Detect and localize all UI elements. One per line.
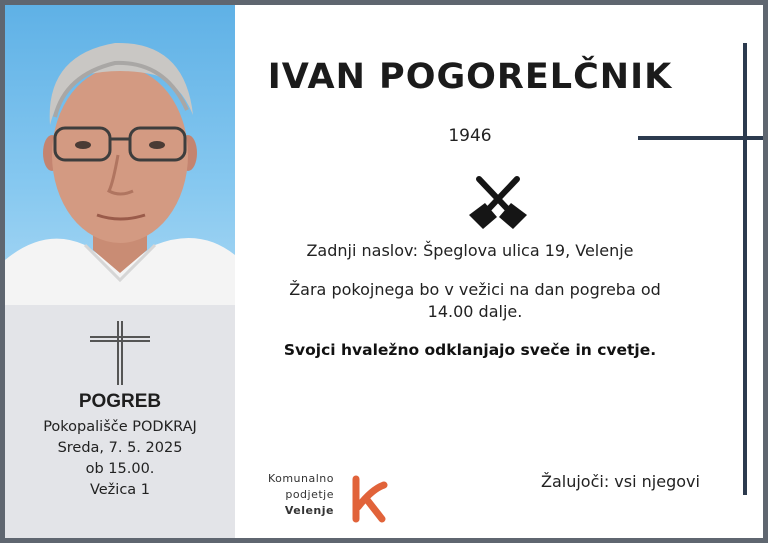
logo-line1: Komunalno <box>267 472 334 485</box>
funeral-time: ob 15.00. <box>85 461 155 477</box>
funeral-place: Pokopališče PODKRAJ <box>43 419 197 435</box>
crossed-hammers-icon <box>467 173 529 229</box>
kp-velenje-logo <box>348 475 390 523</box>
funeral-hall: Vežica 1 <box>89 482 151 498</box>
decorative-cross-vertical <box>743 43 747 495</box>
left-panel <box>5 5 235 538</box>
funeral-date: Sreda, 7. 5. 2025 <box>57 440 183 456</box>
last-address: Zadnji naslov: Špeglova ulica 19, Velenje <box>306 241 634 260</box>
deceased-name: IVAN POGORELČNIK <box>267 57 673 97</box>
company-logo-text <box>254 471 334 519</box>
thanks-notice: Svojci hvaležno odklanjajo sveče in cvetje. <box>283 341 657 359</box>
obituary-card <box>5 5 763 538</box>
funeral-title: POGREB <box>78 391 162 412</box>
birth-year: 1946 <box>448 126 492 146</box>
urn-notice <box>275 279 675 323</box>
decorative-cross-horizontal <box>638 136 763 140</box>
portrait-illustration <box>5 5 235 305</box>
cross-icon <box>90 321 150 385</box>
logo-line3: Velenje <box>284 504 334 517</box>
mourners: Žalujoči: vsi njegovi <box>541 472 700 491</box>
logo-line2: podjetje <box>285 488 334 501</box>
portrait-photo <box>5 5 235 305</box>
urn-notice-line2: 14.00 dalje. <box>427 302 523 321</box>
urn-notice-line1: Žara pokojnega bo v vežici na dan pogreba od <box>289 280 661 299</box>
